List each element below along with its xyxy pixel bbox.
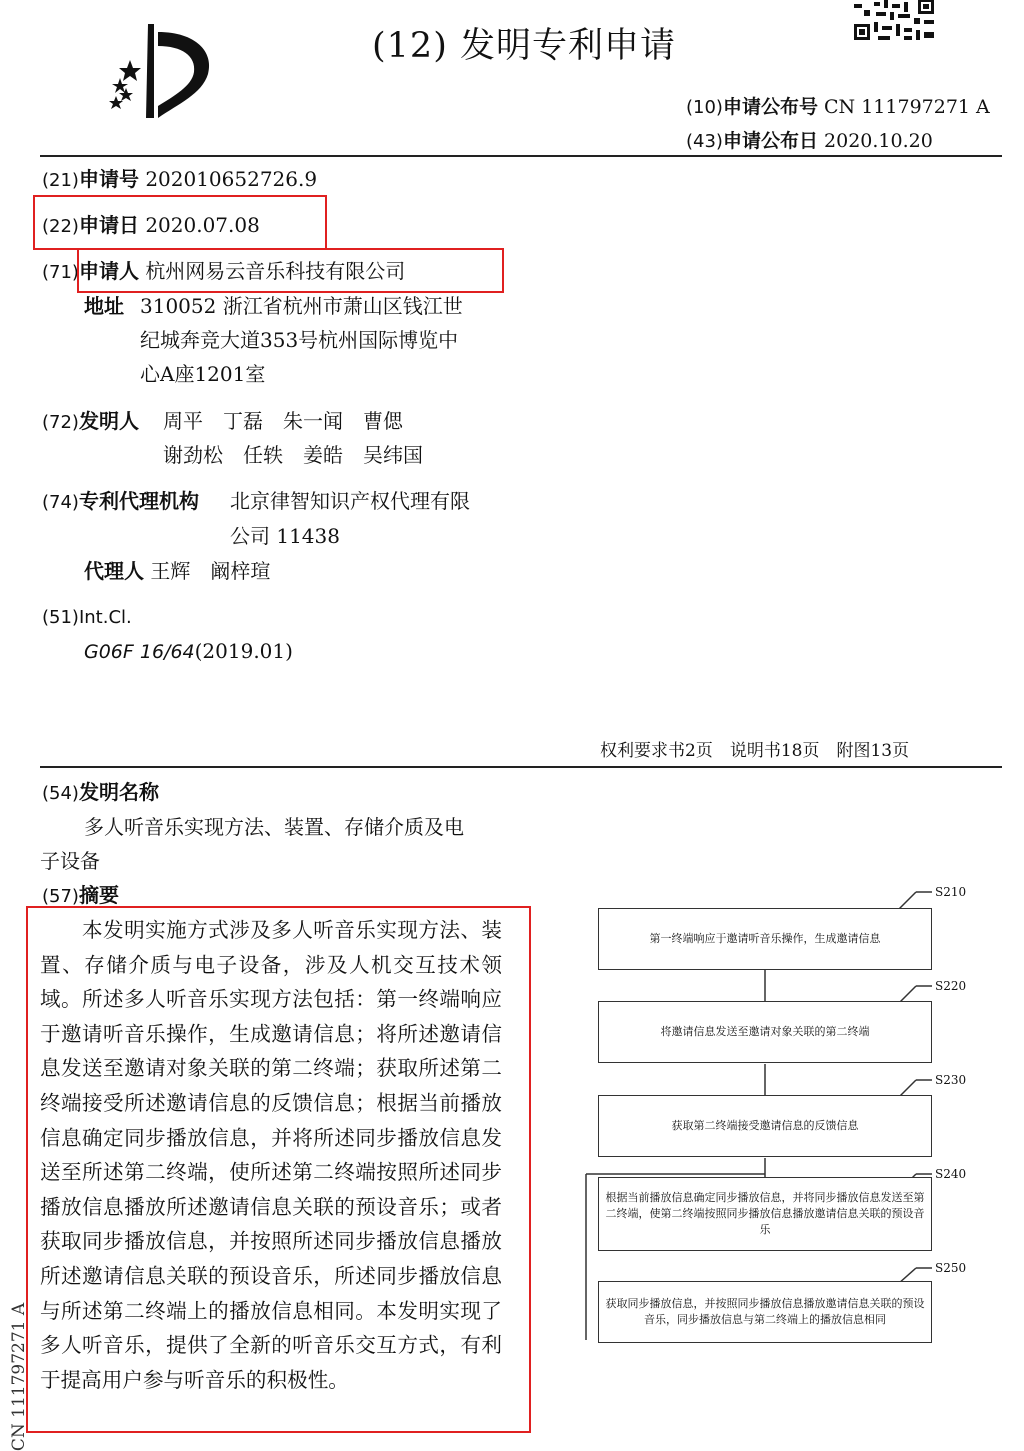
flow-step-box: 根据当前播放信息确定同步播放信息，并将同步播放信息发送至第二终端，使第二终端按照同步播放信息播放邀请信息关联的预设音乐 <box>598 1177 932 1251</box>
side-publication-number: CN 111797271 A <box>9 1302 29 1451</box>
publication-number: (10)申请公布号 CN 111797271 A <box>686 96 990 118</box>
flow-step-box: 获取同步播放信息，并按照同步播放信息播放邀请信息关联的预设音乐，同步播放信息与第二终端上的播放信息相同 <box>598 1281 932 1343</box>
inventor-line: 周平 丁磊 朱一闻 曹偲 <box>163 409 403 433</box>
agency-line: 公司 11438 <box>230 524 340 548</box>
section-rule <box>40 766 1002 768</box>
application-date: (22)申请日 2020.07.08 <box>42 213 260 237</box>
agent: 代理人 王辉 阚梓瑄 <box>84 559 271 583</box>
qr-code <box>852 0 936 42</box>
header-rule <box>40 155 1002 157</box>
cnipa-logo <box>96 22 221 120</box>
step-label: S240 <box>935 1167 967 1181</box>
flow-step-box: 将邀请信息发送至邀请对象关联的第二终端 <box>598 1001 932 1063</box>
inventors-label: (72)发明人 <box>42 409 139 433</box>
invention-name-label: (54)发明名称 <box>42 780 159 804</box>
inventor-line: 谢劲松 任轶 姜皓 吴纬国 <box>163 443 423 467</box>
highlight-box-applicant <box>77 248 504 293</box>
publication-date: (43)申请公布日 2020.10.20 <box>686 130 933 152</box>
flow-step-box: 第一终端响应于邀请听音乐操作，生成邀请信息 <box>598 908 932 970</box>
application-number: (21)申请号 202010652726.9 <box>42 167 318 191</box>
ipc-classification: G06F 16/64(2019.01) <box>84 639 293 663</box>
invention-name-line: 子设备 <box>40 849 100 873</box>
abstract-text: 本发明实施方式涉及多人听音乐实现方法、装置、存储介质与电子设备，涉及人机交互技术领域。所述多人听音乐实现方法包括：第一终端响应于邀请听音乐操作，生成邀请信息；将所述邀请信息发送至邀请对象关联的第二终端；获取所述第二终端接受所述邀请信息的反馈信息；根据当前播放信息确定同步播放信息，并将所述同步播放信息发送至所述第二终端，使所述第二终端按照所述同步播放信息播放所述邀请信息关联的预设音乐；或者获取同步播放信息，并按照所述同步播放信息播放所述邀请信息关联的预设音乐，所述同步播放信息与所述第二终端上的播放信息相同。本发明实现了多人听音乐，提供了全新的听音乐交互方式，有利于提高用户参与听音乐的积极性。 <box>40 918 502 1392</box>
highlight-box-date <box>33 195 327 250</box>
pages-info: 权利要求书2页 说明书18页 附图13页 <box>600 741 910 761</box>
address-line: 心A座1201室 <box>140 362 266 386</box>
step-label: S210 <box>935 885 967 899</box>
address-line: 310052 浙江省杭州市萧山区钱江世 <box>140 294 463 318</box>
flow-step-box: 获取第二终端接受邀请信息的反馈信息 <box>598 1095 932 1157</box>
step-label: S220 <box>935 979 967 993</box>
agency-line: 北京律智知识产权代理有限 <box>230 489 470 513</box>
document-title: (12) 发明专利申请 <box>372 26 676 66</box>
int-cl: (51)Int.Cl. <box>42 607 132 628</box>
invention-name-line: 多人听音乐实现方法、装置、存储介质及电 <box>84 815 464 839</box>
address-line: 纪城奔竞大道353号杭州国际博览中 <box>140 328 459 352</box>
agency-label: (74)专利代理机构 <box>42 489 199 513</box>
address-label: 地址 <box>84 294 124 318</box>
step-label: S250 <box>935 1261 967 1275</box>
applicant: (71)申请人 杭州网易云音乐科技有限公司 <box>42 259 406 283</box>
abstract-label: (57)摘要 <box>42 883 119 907</box>
step-label: S230 <box>935 1073 967 1087</box>
